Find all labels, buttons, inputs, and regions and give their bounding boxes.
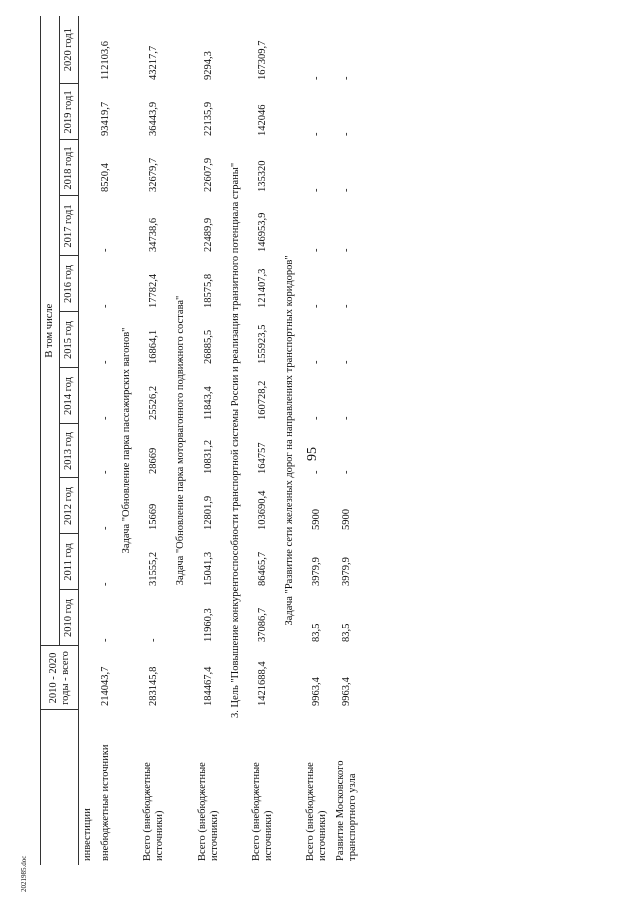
task-row	[115, 16, 139, 865]
header-year: 2013 год	[60, 424, 79, 478]
table-cell: 34738,6	[148, 217, 160, 252]
header-year: 2017 год1	[60, 196, 79, 256]
table-cell: 214043,7	[100, 666, 112, 706]
row-label: Развитие Московского транспортного узла	[335, 760, 359, 861]
header-year: 2019 год1	[60, 84, 79, 140]
table-cell: -	[100, 526, 112, 530]
table-cell	[79, 590, 98, 646]
table-cell: 155923,5	[256, 324, 268, 364]
table-cell	[79, 478, 98, 534]
table-cell	[79, 140, 98, 196]
table-row	[248, 16, 278, 865]
table-cell: 1421688,4	[256, 661, 268, 706]
table-cell: 86465,7	[256, 551, 268, 586]
table-cell: 3979,9	[341, 557, 353, 586]
table-cell: 10831,2	[202, 439, 214, 474]
table-cell: -	[341, 76, 353, 80]
table-row	[97, 16, 115, 865]
row-label: Всего (внебюджетные источники)	[250, 762, 274, 861]
header-year: 2020 год1	[60, 16, 79, 84]
table-cell: 8520,4	[100, 163, 112, 192]
table-row	[332, 16, 362, 865]
table-cell: 22607,9	[202, 157, 214, 192]
table-cell: 36443,9	[148, 101, 160, 136]
table-row	[302, 16, 332, 865]
table-cell: 112103,6	[100, 41, 112, 80]
table-cell	[79, 84, 98, 140]
header-year: 2015 год	[60, 312, 79, 368]
task-row	[278, 16, 302, 865]
task-row	[169, 16, 193, 865]
table-cell: 121407,3	[256, 268, 268, 308]
task-heading: Задача "Развитие сети железных дорог на направлениях транспортных коридоров"	[283, 255, 295, 626]
table-cell: -	[341, 188, 353, 192]
table-cell: -	[341, 132, 353, 136]
table-cell: 164757	[256, 442, 268, 474]
table-cell: -	[100, 360, 112, 364]
table-cell: 142046	[256, 104, 268, 136]
table-cell: 9963,4	[341, 677, 353, 706]
table-cell: 31555,2	[148, 551, 160, 586]
table-cell	[79, 312, 98, 368]
investment-table	[40, 16, 362, 865]
table-cell: 15041,3	[202, 551, 214, 586]
table-cell: 83,5	[310, 623, 322, 642]
table-cell: 16864,1	[148, 329, 160, 364]
table-cell: -	[341, 470, 353, 474]
table-cell: -	[341, 304, 353, 308]
table-cell: -	[100, 582, 112, 586]
table-cell: 37086,7	[256, 607, 268, 642]
table-cell: 167309,7	[256, 40, 268, 80]
header-blank	[41, 710, 79, 865]
table-cell: 9963,4	[310, 677, 322, 706]
header-year: 2010 год	[60, 590, 79, 646]
table-cell: 11960,3	[202, 608, 214, 642]
header-group: В том числе	[41, 16, 60, 646]
table-cell: -	[310, 76, 322, 80]
task-heading: 3. Цель "Повышение конкурентоспособности транспортной системы России и реализация транзитного потенциала страны"	[229, 162, 241, 718]
table-cell: -	[100, 304, 112, 308]
row-label: Всего (внебюджетные источники)	[196, 762, 220, 861]
table-cell: 135320	[256, 160, 268, 192]
table-cell: 5900	[341, 509, 353, 530]
table-cell: 22489,9	[202, 217, 214, 252]
table-cell: 26885,5	[202, 329, 214, 364]
table-cell: -	[341, 248, 353, 252]
header-year: 2011 год	[60, 534, 79, 590]
row-label: внебюджетные источники	[100, 744, 112, 861]
table-cell: 9294,3	[202, 51, 214, 80]
table-cell	[79, 534, 98, 590]
table-cell: 17782,4	[148, 273, 160, 308]
table-cell	[79, 196, 98, 256]
footer-filename: 2021985.doc	[20, 855, 28, 892]
header-year: 2014 год	[60, 368, 79, 424]
table-cell: -	[341, 416, 353, 420]
table-cell: 83,5	[341, 623, 353, 642]
table-cell: -	[100, 470, 112, 474]
table-row	[194, 16, 224, 865]
table-cell: 15669	[148, 503, 160, 530]
table-cell: -	[310, 248, 322, 252]
table-cell	[79, 16, 98, 84]
header-total: 2010 - 2020 годы - всего	[41, 646, 79, 710]
table-row	[79, 16, 98, 865]
page-number: 95	[305, 447, 320, 461]
table-cell: -	[148, 638, 160, 642]
task-heading: Задача "Обновление парка пассажирских вагонов"	[121, 327, 133, 554]
table-cell: 3979,9	[310, 557, 322, 586]
header-year: 2018 год1	[60, 140, 79, 196]
table-cell	[79, 368, 98, 424]
table-cell: -	[100, 248, 112, 252]
table-cell: 22135,9	[202, 101, 214, 136]
table-cell: 184467,4	[202, 666, 214, 706]
table-cell: 160728,2	[256, 380, 268, 420]
table-cell: -	[100, 638, 112, 642]
table-cell: 103690,4	[256, 490, 268, 530]
table-cell: -	[310, 416, 322, 420]
table-cell: 5900	[310, 509, 322, 530]
table-cell: -	[310, 304, 322, 308]
table-cell: 28669	[148, 447, 160, 474]
rotated-table-sheet	[40, 20, 600, 865]
table-cell: 25526,2	[148, 385, 160, 420]
table-cell: 146953,9	[256, 212, 268, 252]
table-cell: 93419,7	[100, 101, 112, 136]
table-cell: 32679,7	[148, 157, 160, 192]
row-label: Всего (внебюджетные источники)	[142, 762, 166, 861]
header-year: 2012 год	[60, 478, 79, 534]
header-year: 2016 год	[60, 256, 79, 312]
table-cell: 18575,8	[202, 273, 214, 308]
table-cell	[79, 256, 98, 312]
table-cell	[79, 424, 98, 478]
table-row	[139, 16, 169, 865]
row-label: инвестиции	[82, 808, 94, 861]
table-cell: -	[310, 470, 322, 474]
table-cell: -	[100, 416, 112, 420]
table-body	[79, 16, 363, 865]
table-cell: -	[341, 360, 353, 364]
table-cell: 283145,8	[148, 666, 160, 706]
task-heading: Задача "Обновление парка моторвагонного подвижного состава"	[175, 295, 187, 586]
row-label: Всего (внебюджетные источники)	[304, 762, 328, 861]
task-row	[224, 16, 248, 865]
table-cell	[79, 646, 98, 710]
table-cell: -	[310, 360, 322, 364]
table-cell: 12801,9	[202, 495, 214, 530]
table-cell: -	[310, 132, 322, 136]
table-cell: 11843,4	[202, 386, 214, 420]
table-cell: 43217,7	[148, 45, 160, 80]
table-cell: -	[310, 188, 322, 192]
